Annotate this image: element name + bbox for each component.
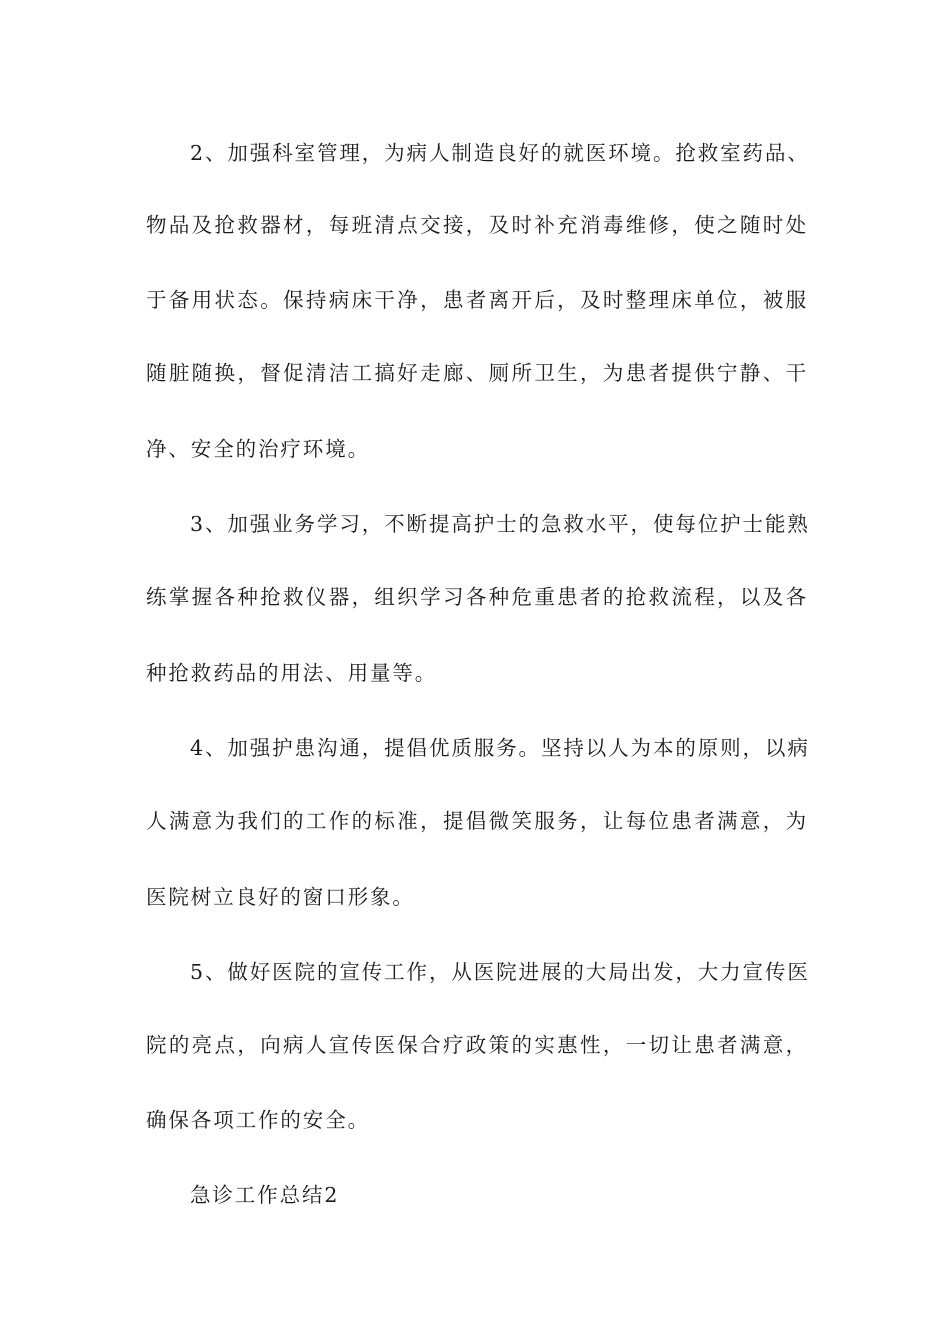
paragraph-5-line-3: 确保各项工作的安全。 [146, 1108, 370, 1132]
paragraph-2-line-5: 净、安全的治疗环境。 [146, 437, 370, 461]
paragraph-3-line-2: 练掌握各种抢救仪器，组织学习各种危重患者的抢救流程，以及各 [146, 585, 808, 609]
paragraph-2-line-3: 于备用状态。保持病床干净，患者离开后，及时整理床单位，被服 [146, 288, 808, 312]
paragraph-2-line-1: 2、加强科室管理，为病人制造良好的就医环境。抢救室药品、 [190, 141, 810, 165]
paragraph-4-line-1: 4、加强护患沟通，提倡优质服务。坚持以人为本的原则，以病 [190, 736, 810, 760]
paragraph-4-line-2: 人满意为我们的工作的标准，提倡微笑服务，让每位患者满意，为 [146, 809, 808, 833]
paragraph-5-line-2: 院的亮点，向病人宣传医保合疗政策的实惠性，一切让患者满意， [146, 1033, 808, 1057]
paragraph-3-line-3: 种抢救药品的用法、用量等。 [146, 661, 438, 685]
section-heading: 急诊工作总结2 [190, 1183, 340, 1207]
paragraph-2-line-4: 随脏随换，督促清洁工搞好走廊、厕所卫生，为患者提供宁静、干 [146, 361, 808, 385]
paragraph-3-line-1: 3、加强业务学习，不断提高护士的急救水平，使每位护士能熟 [190, 512, 810, 536]
paragraph-4-line-3: 医院树立良好的窗口形象。 [146, 885, 415, 909]
paragraph-5-line-1: 5、做好医院的宣传工作，从医院进展的大局出发，大力宣传医 [190, 960, 810, 984]
paragraph-2-line-2: 物品及抢救器材，每班清点交接，及时补充消毒维修，使之随时处 [146, 213, 808, 237]
